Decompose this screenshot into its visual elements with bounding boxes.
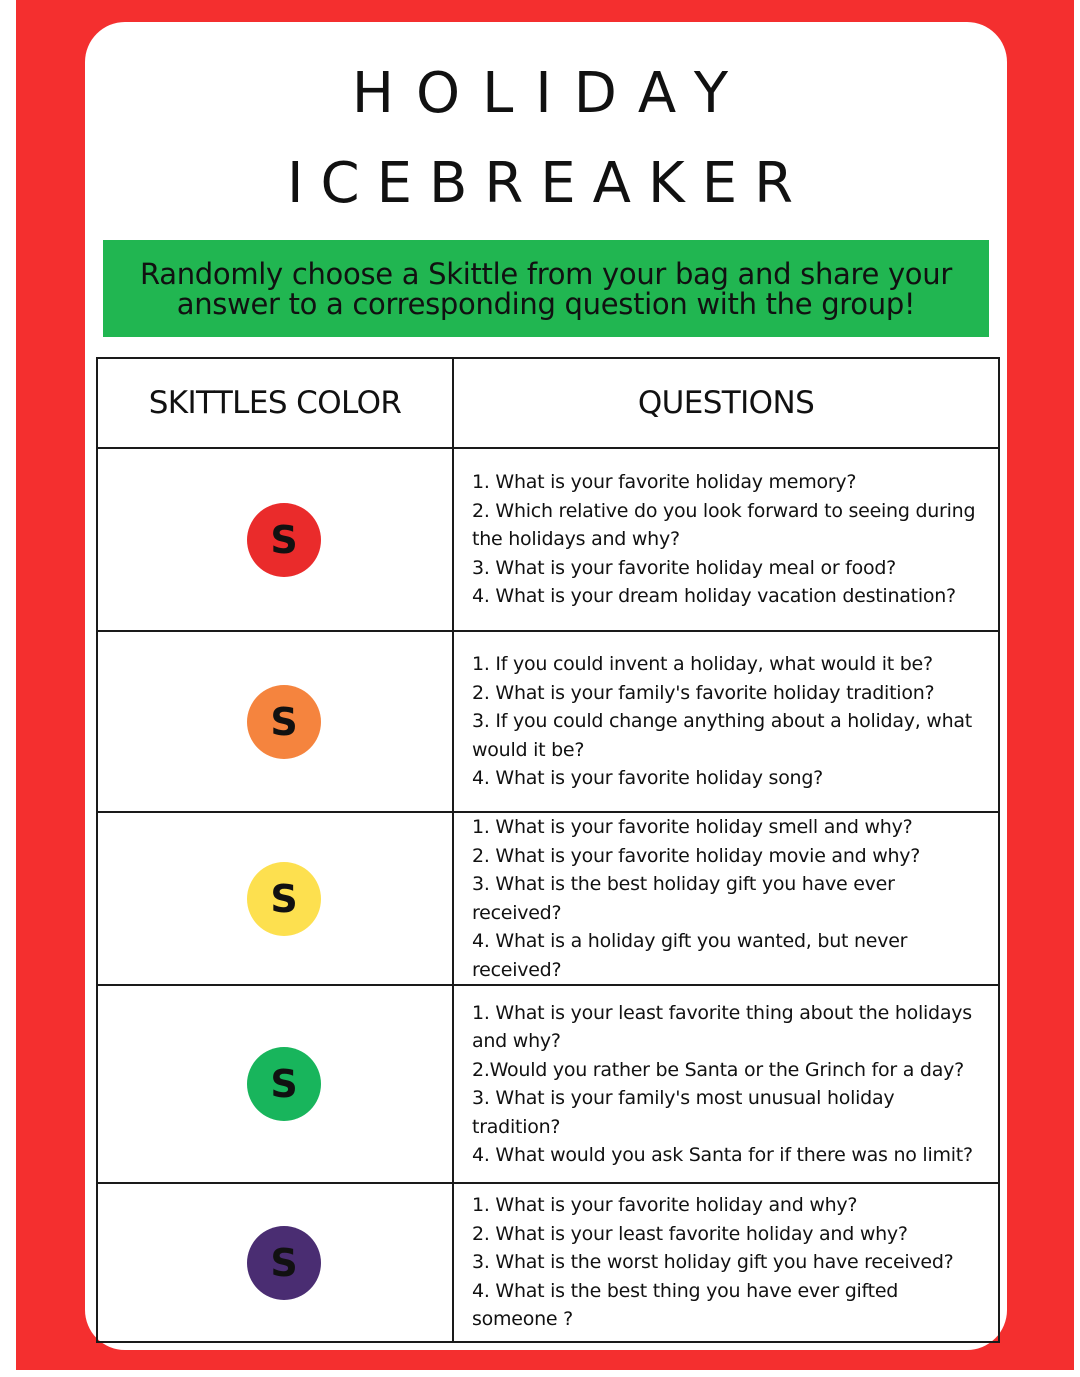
questions-cell bbox=[453, 631, 999, 812]
question-item: 1. What is your favorite holiday and why? bbox=[472, 1194, 858, 1217]
header-skittles-color: SKITTLES COLOR bbox=[97, 358, 453, 448]
question-item: 4. What is your favorite holiday song? bbox=[472, 767, 823, 790]
question-item: 2.Would you rather be Santa or the Grinch for a day? bbox=[472, 1058, 964, 1081]
table-row-yellow bbox=[97, 812, 999, 985]
question-item: 2. What is your favorite holiday movie and why? bbox=[472, 844, 921, 867]
skittle-red-icon: S bbox=[247, 503, 321, 577]
page-title-line-1: HOLIDAY bbox=[351, 61, 751, 126]
question-item: 4. What is the best thing you have ever gifted someone ? bbox=[472, 1279, 899, 1331]
color-cell bbox=[97, 985, 453, 1183]
question-item: 1. What is your least favorite thing about the holidays and why? bbox=[472, 1001, 972, 1052]
question-item: 1. What is your favorite holiday memory? bbox=[472, 471, 857, 494]
skittle-orange-icon: S bbox=[247, 685, 321, 759]
header-questions: QUESTIONS bbox=[453, 358, 999, 448]
question-item: 2. What is your family's favorite holiday tradition? bbox=[472, 681, 935, 704]
table-row-green bbox=[97, 985, 999, 1183]
question-item: 4. What would you ask Santa for if there was no limit? bbox=[472, 1144, 973, 1166]
question-item: 3. What is your family's most unusual holiday tradition? bbox=[472, 1087, 895, 1138]
questions-cell bbox=[453, 1183, 999, 1342]
question-item: 3. What is your favorite holiday meal or food? bbox=[472, 556, 897, 579]
table-row-red bbox=[97, 448, 999, 631]
color-cell bbox=[97, 631, 453, 812]
question-item: 3. What is the worst holiday gift you have received? bbox=[472, 1251, 954, 1274]
question-item: 1. If you could invent a holiday, what would it be? bbox=[472, 653, 933, 676]
page-title-line-2: ICEBREAKER bbox=[286, 151, 811, 216]
instructions-banner bbox=[103, 240, 989, 337]
question-item: 4. What is your dream holiday vacation destination? bbox=[472, 585, 956, 608]
skittle-green-icon: S bbox=[247, 1047, 321, 1121]
table-row-purple bbox=[97, 1183, 999, 1342]
question-item: 3. If you could change anything about a holiday, what would it be? bbox=[472, 710, 972, 761]
color-cell bbox=[97, 812, 453, 985]
question-item: 3. What is the best holiday gift you have ever received? bbox=[472, 873, 895, 924]
skittle-purple-icon: S bbox=[247, 1226, 321, 1300]
table-header-row bbox=[97, 358, 999, 448]
questions-cell bbox=[453, 985, 999, 1183]
question-item: 2. What is your least favorite holiday and why? bbox=[472, 1222, 908, 1245]
question-item: 2. Which relative do you look forward to seeing during the holidays and why? bbox=[472, 499, 976, 551]
table-row-orange bbox=[97, 631, 999, 812]
instructions-text: Randomly choose a Skittle from your bag and share your answer to a corresponding question with the group! bbox=[140, 256, 952, 321]
question-item: 4. What is a holiday gift you wanted, but never received? bbox=[472, 930, 908, 981]
skittle-yellow-icon: S bbox=[247, 862, 321, 936]
questions-cell bbox=[453, 448, 999, 631]
color-cell bbox=[97, 1183, 453, 1342]
question-item: 1. What is your favorite holiday smell and why? bbox=[472, 816, 913, 838]
questions-table bbox=[96, 357, 1000, 1343]
questions-cell bbox=[453, 812, 999, 985]
color-cell bbox=[97, 448, 453, 631]
